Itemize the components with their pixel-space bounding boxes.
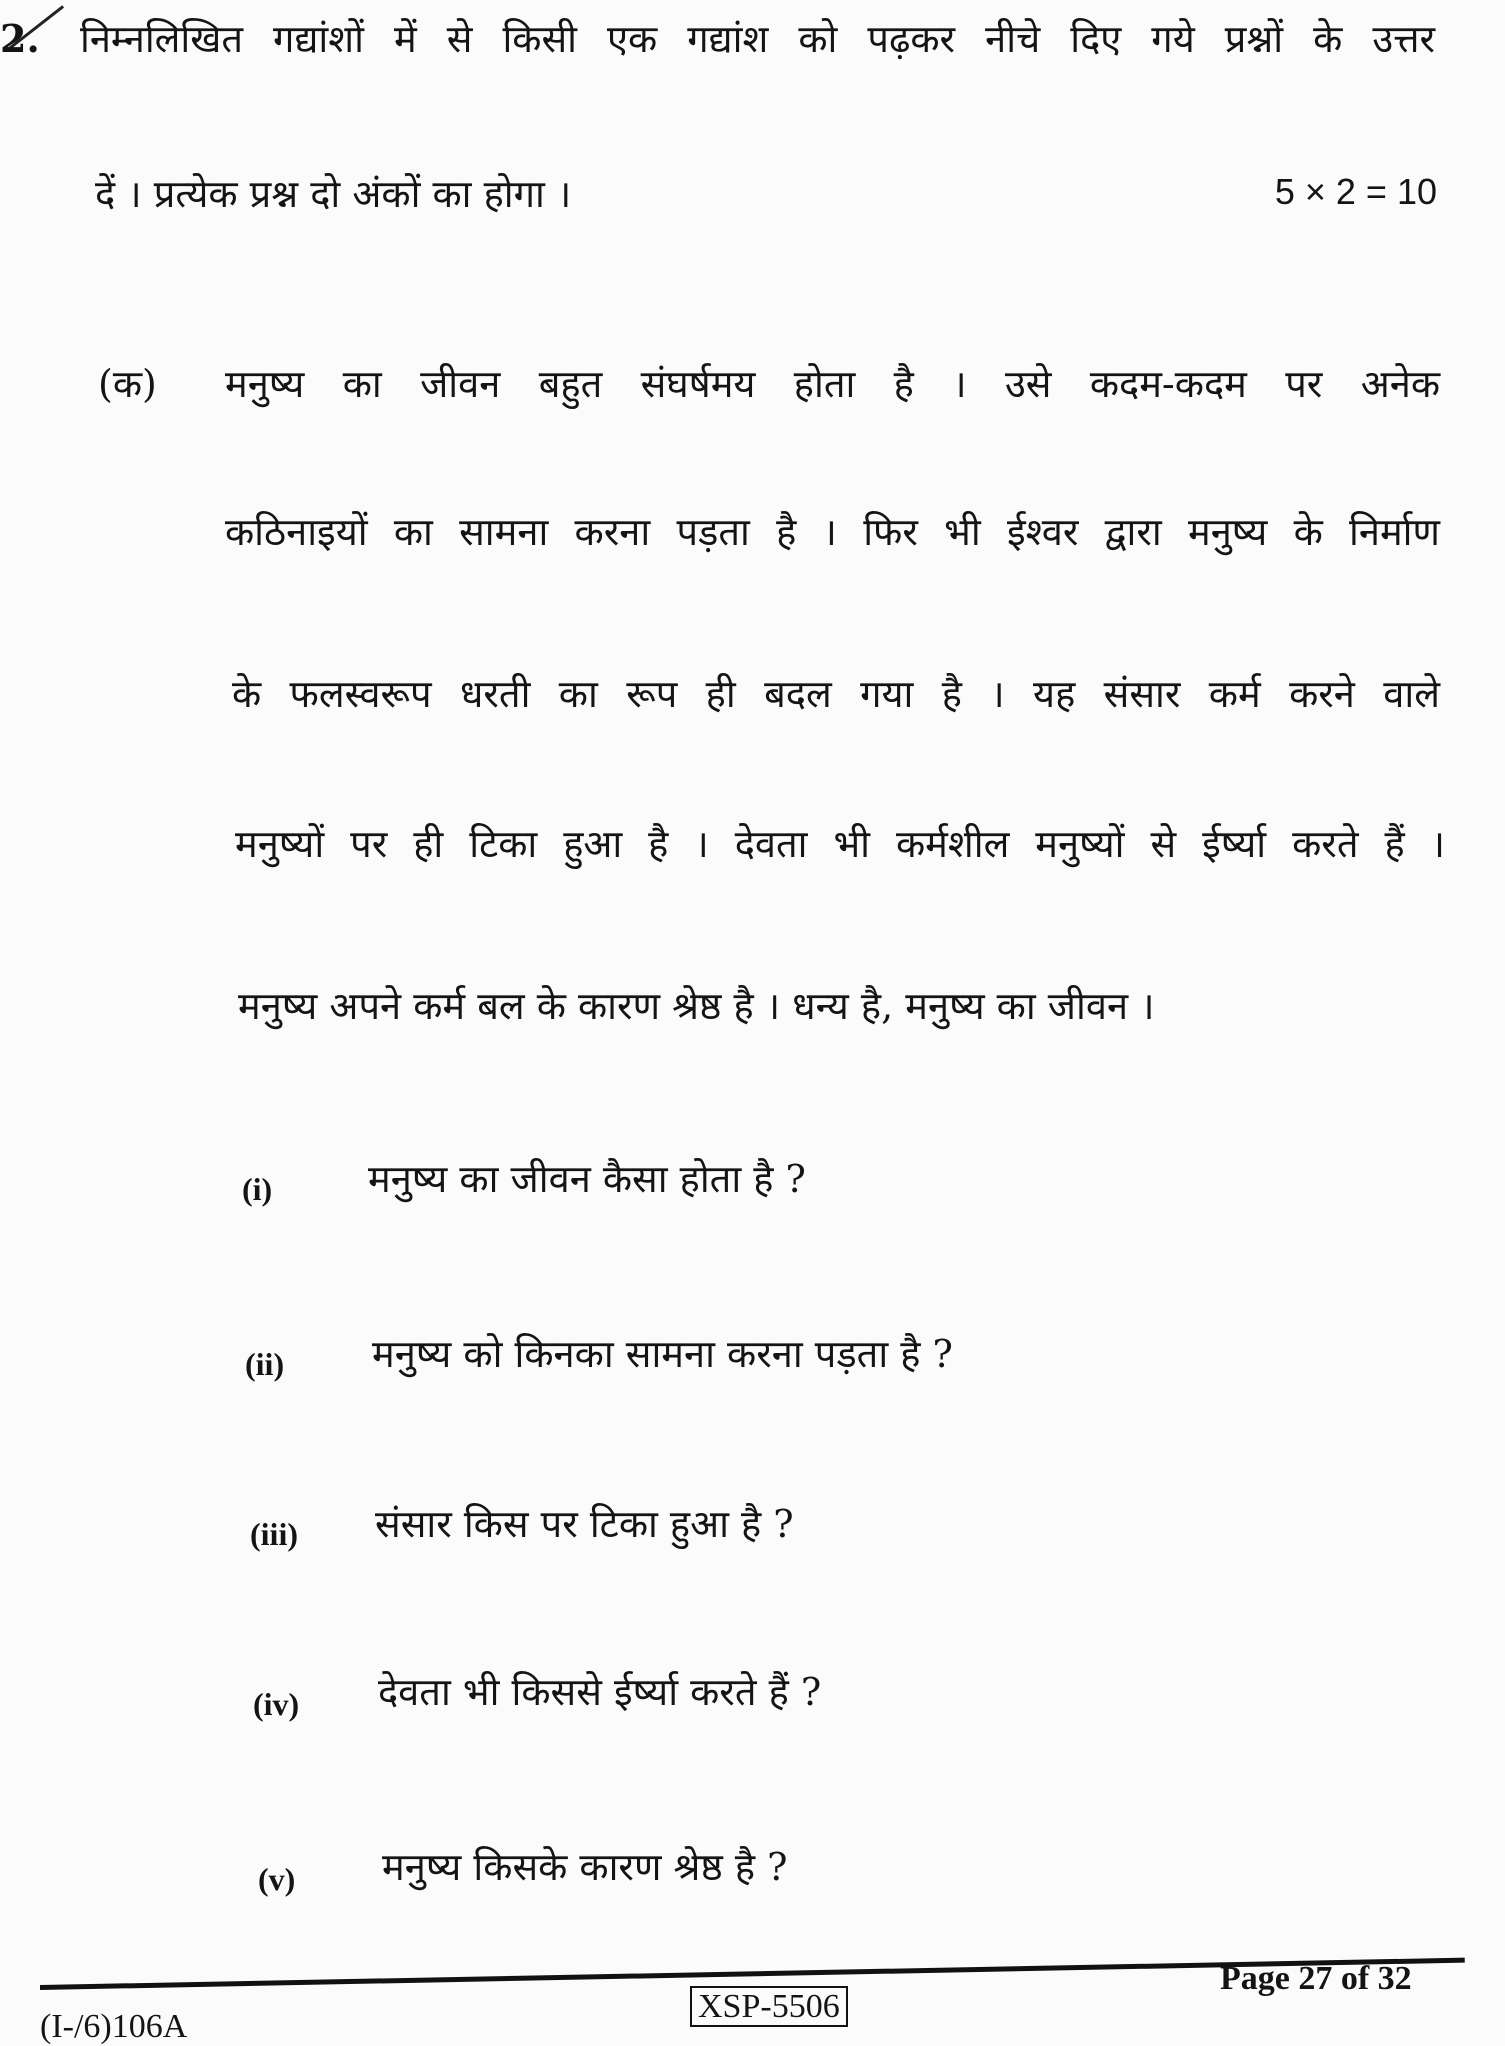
passage-line: मनुष्य का जीवन बहुत संघर्षमय होता है । उसे कदम-कदम पर अनेक — [225, 362, 1440, 406]
sub-question-text: मनुष्य का जीवन कैसा होता है ? — [368, 1157, 806, 1201]
passage-line: के फलस्वरूप धरती का रूप ही बदल गया है । यह संसार कर्म करने वाले — [232, 672, 1440, 716]
sub-question-label: (iv) — [253, 1686, 300, 1722]
sub-question-text: देवता भी किससे ईर्ष्या करते हैं ? — [378, 1670, 822, 1714]
question-instruction-cont: दें । प्रत्येक प्रश्न दो अंकों का होगा । — [95, 172, 572, 216]
sub-question-label: (i) — [242, 1171, 273, 1207]
passage-line: मनुष्यों पर ही टिका हुआ है । देवता भी कर्मशील मनुष्यों से ईर्ष्या करते हैं । — [235, 822, 1445, 866]
marks-allocation: 5 × 2 = 10 — [1274, 171, 1437, 212]
series-code-box: XSP-5506 — [690, 1986, 848, 2027]
sub-question-text: मनुष्य किसके कारण श्रेष्ठ है ? — [382, 1845, 788, 1889]
sub-question-label: (iii) — [250, 1516, 298, 1552]
passage-line: कठिनाइयों का सामना करना पड़ता है । फिर भी ईश्वर द्वारा मनुष्य के निर्माण — [225, 510, 1440, 554]
question-number: 2. — [0, 16, 40, 61]
question-instruction: निम्नलिखित गद्यांशों में से किसी एक गद्यांश को पढ़कर नीचे दिए गये प्रश्नों के उत्तर — [80, 17, 1435, 61]
series-code — [690, 1988, 848, 2026]
sub-question-text: संसार किस पर टिका हुआ है ? — [375, 1502, 794, 1546]
passage-line: मनुष्य अपने कर्म बल के कारण श्रेष्ठ है । धन्य है, मनुष्य का जीवन । — [238, 984, 1155, 1028]
paper-code: (I-/6)106A — [40, 2008, 188, 2045]
sub-question-label: (ii) — [245, 1346, 285, 1382]
page-number: Page 27 of 32 — [1220, 1960, 1412, 1997]
passage-label: (क) — [98, 362, 157, 406]
sub-question-label: (v) — [258, 1861, 296, 1897]
sub-question-text: मनुष्य को किनका सामना करना पड़ता है ? — [372, 1332, 953, 1376]
